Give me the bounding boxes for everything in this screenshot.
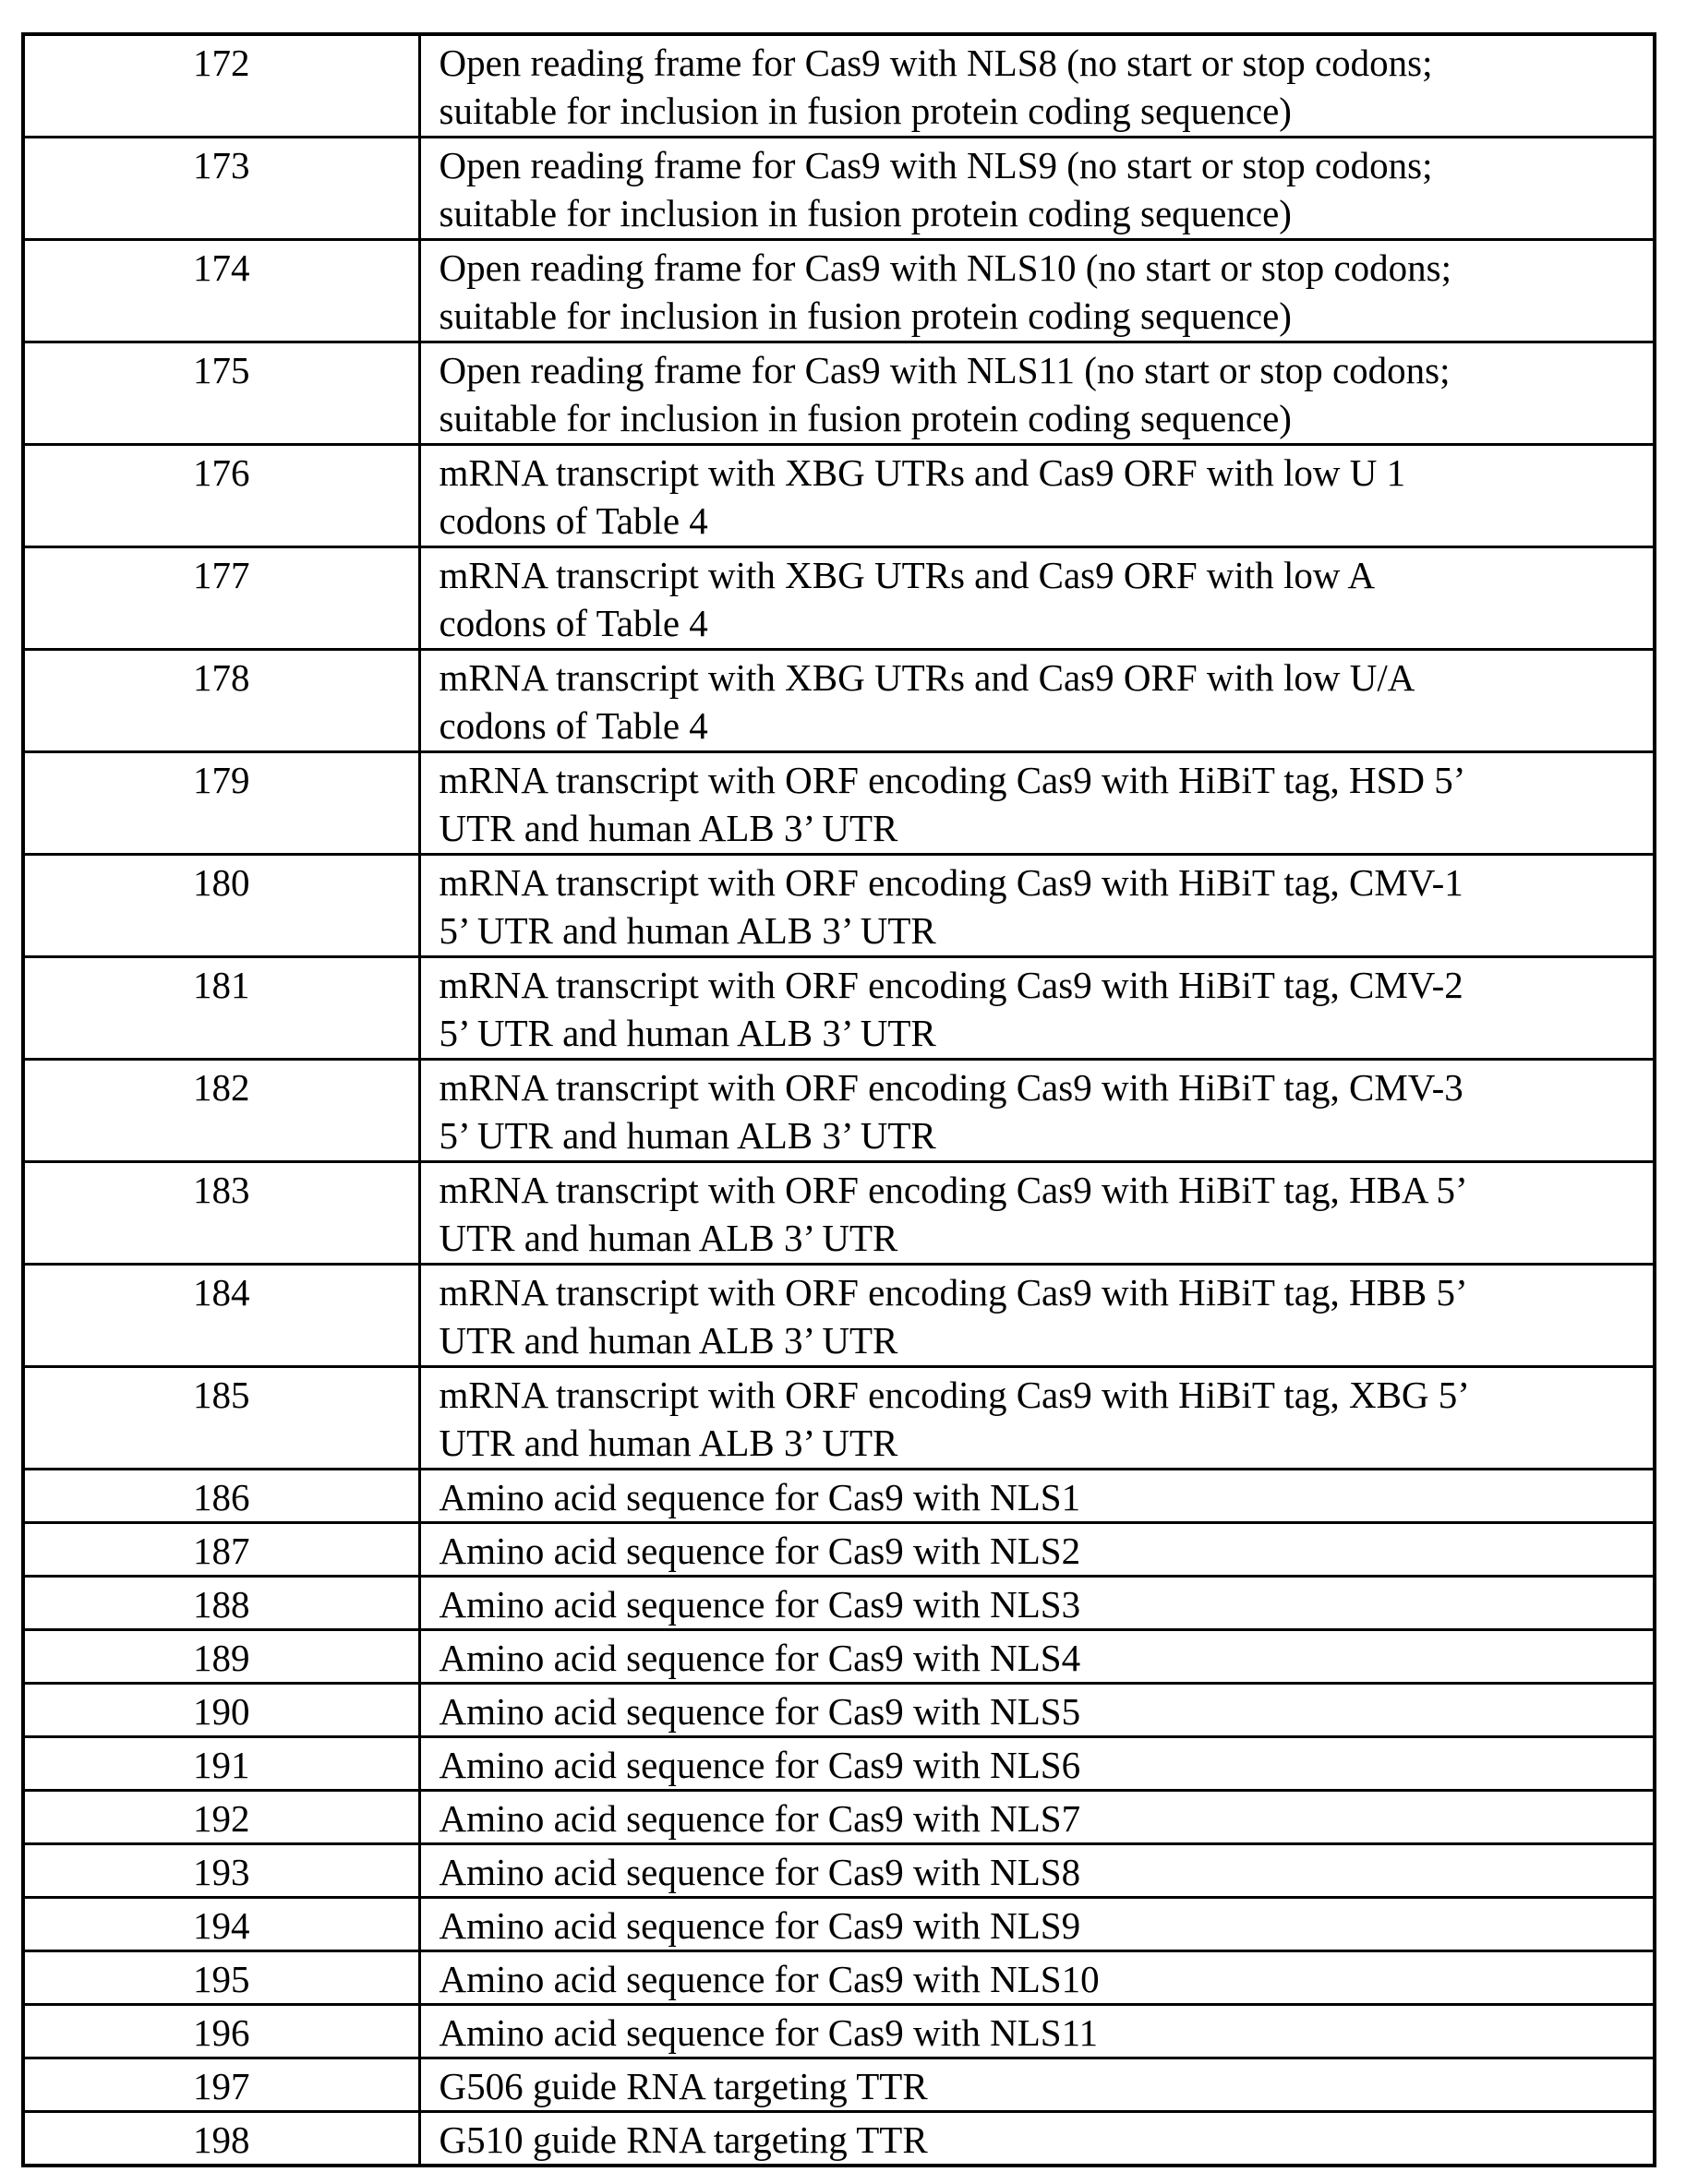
seq-id: 182 — [193, 1066, 250, 1109]
description-line-1: Amino acid sequence for Cas9 with NLS1 — [439, 1476, 1081, 1518]
description-cell — [419, 138, 1655, 240]
seq-id: 192 — [193, 1797, 250, 1840]
seq-id-cell — [23, 1844, 419, 1898]
description-line-1: Amino acid sequence for Cas9 with NLS10 — [439, 1958, 1100, 2000]
description-cell — [419, 1630, 1655, 1684]
description-line-1: Amino acid sequence for Cas9 with NLS7 — [439, 1797, 1081, 1840]
seq-id-cell — [23, 2058, 419, 2112]
description-cell — [419, 2058, 1655, 2112]
sequence-description-table — [21, 32, 1656, 2167]
description-cell — [419, 1844, 1655, 1898]
description-line-2: suitable for inclusion in fusion protein coding sequence) — [439, 294, 1292, 337]
description-cell — [419, 342, 1655, 445]
table-row — [23, 2058, 1655, 2112]
seq-id-cell — [23, 855, 419, 957]
table-row — [23, 342, 1655, 445]
description-cell — [419, 1951, 1655, 2005]
seq-id: 178 — [193, 656, 250, 699]
table-row — [23, 1162, 1655, 1265]
table-row — [23, 1630, 1655, 1684]
description-cell — [419, 1898, 1655, 1951]
description-line-1: Amino acid sequence for Cas9 with NLS3 — [439, 1583, 1081, 1626]
description-line-2: 5’ UTR and human ALB 3’ UTR — [439, 1012, 936, 1054]
table-row — [23, 752, 1655, 855]
seq-id: 194 — [193, 1904, 250, 1947]
seq-id: 185 — [193, 1374, 250, 1416]
table-row — [23, 957, 1655, 1060]
description-line-1: Amino acid sequence for Cas9 with NLS9 — [439, 1904, 1081, 1947]
seq-id: 190 — [193, 1690, 250, 1733]
description-line-1: Amino acid sequence for Cas9 with NLS4 — [439, 1637, 1081, 1679]
table-row — [23, 855, 1655, 957]
description-cell — [419, 1162, 1655, 1265]
table-row — [23, 1791, 1655, 1844]
seq-id: 173 — [193, 144, 250, 186]
seq-id-cell — [23, 2112, 419, 2166]
seq-id-cell — [23, 138, 419, 240]
seq-id: 181 — [193, 964, 250, 1006]
seq-id: 172 — [193, 42, 250, 84]
seq-id: 197 — [193, 2065, 250, 2107]
table-row — [23, 1684, 1655, 1737]
seq-id-cell — [23, 1898, 419, 1951]
seq-id: 195 — [193, 1958, 250, 2000]
seq-id: 198 — [193, 2118, 250, 2161]
description-cell — [419, 1791, 1655, 1844]
description-cell — [419, 1684, 1655, 1737]
table-row — [23, 1367, 1655, 1470]
description-line-1: mRNA transcript with XBG UTRs and Cas9 ORF with low A — [439, 554, 1376, 596]
table-row — [23, 138, 1655, 240]
seq-id-cell — [23, 1162, 419, 1265]
description-line-1: G510 guide RNA targeting TTR — [439, 2118, 928, 2161]
seq-id-cell — [23, 650, 419, 752]
seq-id: 188 — [193, 1583, 250, 1626]
description-cell — [419, 957, 1655, 1060]
description-line-1: Amino acid sequence for Cas9 with NLS6 — [439, 1744, 1081, 1786]
description-line-1: mRNA transcript with ORF encoding Cas9 with HiBiT tag, XBG 5’ — [439, 1374, 1470, 1416]
description-line-1: mRNA transcript with ORF encoding Cas9 with HiBiT tag, CMV-3 — [439, 1066, 1463, 1109]
seq-id-cell — [23, 1630, 419, 1684]
seq-id-cell — [23, 957, 419, 1060]
description-cell — [419, 240, 1655, 342]
table-row — [23, 1523, 1655, 1577]
seq-id-cell — [23, 752, 419, 855]
seq-id-cell — [23, 445, 419, 547]
seq-id: 191 — [193, 1744, 250, 1786]
seq-id: 175 — [193, 349, 250, 391]
seq-id: 174 — [193, 246, 250, 289]
description-line-1: Open reading frame for Cas9 with NLS11 (no start or stop codons; — [439, 349, 1451, 391]
seq-id: 184 — [193, 1271, 250, 1314]
description-cell — [419, 2005, 1655, 2058]
table-row — [23, 1577, 1655, 1630]
table-row — [23, 1951, 1655, 2005]
table-row — [23, 2112, 1655, 2166]
description-line-1: mRNA transcript with XBG UTRs and Cas9 ORF with low U/A — [439, 656, 1415, 699]
description-cell — [419, 1523, 1655, 1577]
description-cell — [419, 2112, 1655, 2166]
seq-id: 196 — [193, 2011, 250, 2054]
seq-id: 179 — [193, 759, 250, 801]
description-line-1: Amino acid sequence for Cas9 with NLS8 — [439, 1851, 1081, 1893]
seq-id-cell — [23, 1523, 419, 1577]
seq-id-cell — [23, 240, 419, 342]
description-line-2: UTR and human ALB 3’ UTR — [439, 1422, 898, 1464]
description-cell — [419, 445, 1655, 547]
table-row — [23, 1265, 1655, 1367]
description-cell — [419, 1060, 1655, 1162]
description-line-2: suitable for inclusion in fusion protein coding sequence) — [439, 90, 1292, 132]
description-line-1: Open reading frame for Cas9 with NLS8 (no start or stop codons; — [439, 42, 1433, 84]
seq-id: 177 — [193, 554, 250, 596]
description-line-1: G506 guide RNA targeting TTR — [439, 2065, 928, 2107]
description-line-1: mRNA transcript with XBG UTRs and Cas9 ORF with low U 1 — [439, 451, 1406, 494]
description-line-1: Amino acid sequence for Cas9 with NLS2 — [439, 1530, 1081, 1572]
seq-id: 183 — [193, 1169, 250, 1211]
seq-id: 180 — [193, 861, 250, 904]
description-cell — [419, 1265, 1655, 1367]
seq-id-cell — [23, 1060, 419, 1162]
seq-id: 189 — [193, 1637, 250, 1679]
description-cell — [419, 34, 1655, 138]
table-row — [23, 240, 1655, 342]
description-line-1: Open reading frame for Cas9 with NLS10 (no start or stop codons; — [439, 246, 1452, 289]
description-cell — [419, 855, 1655, 957]
description-line-2: 5’ UTR and human ALB 3’ UTR — [439, 1114, 936, 1157]
seq-id-cell — [23, 342, 419, 445]
seq-id: 187 — [193, 1530, 250, 1572]
seq-id-cell — [23, 1737, 419, 1791]
description-line-1: mRNA transcript with ORF encoding Cas9 with HiBiT tag, HBB 5’ — [439, 1271, 1468, 1314]
description-line-2: codons of Table 4 — [439, 602, 708, 644]
description-line-1: mRNA transcript with ORF encoding Cas9 with HiBiT tag, HBA 5’ — [439, 1169, 1468, 1211]
description-line-2: suitable for inclusion in fusion protein coding sequence) — [439, 397, 1292, 439]
description-line-2: codons of Table 4 — [439, 499, 708, 542]
table-row — [23, 1737, 1655, 1791]
description-cell — [419, 1577, 1655, 1630]
seq-id-cell — [23, 1470, 419, 1523]
table-row — [23, 1844, 1655, 1898]
table-row — [23, 1060, 1655, 1162]
description-line-1: mRNA transcript with ORF encoding Cas9 with HiBiT tag, HSD 5’ — [439, 759, 1466, 801]
description-line-2: UTR and human ALB 3’ UTR — [439, 807, 898, 849]
table-row — [23, 34, 1655, 138]
seq-id-cell — [23, 1367, 419, 1470]
table-row — [23, 445, 1655, 547]
table-body — [23, 34, 1655, 2166]
seq-id: 186 — [193, 1476, 250, 1518]
seq-id-cell — [23, 34, 419, 138]
description-cell — [419, 752, 1655, 855]
seq-id-cell — [23, 2005, 419, 2058]
description-line-2: UTR and human ALB 3’ UTR — [439, 1319, 898, 1362]
description-cell — [419, 1470, 1655, 1523]
seq-id-cell — [23, 1951, 419, 2005]
table-row — [23, 1470, 1655, 1523]
table-row — [23, 547, 1655, 650]
description-cell — [419, 650, 1655, 752]
description-line-1: Amino acid sequence for Cas9 with NLS11 — [439, 2011, 1099, 2054]
table-row — [23, 2005, 1655, 2058]
description-line-2: codons of Table 4 — [439, 704, 708, 747]
seq-id-cell — [23, 1684, 419, 1737]
seq-id-cell — [23, 1265, 419, 1367]
seq-id: 193 — [193, 1851, 250, 1893]
description-line-1: Open reading frame for Cas9 with NLS9 (no start or stop codons; — [439, 144, 1433, 186]
seq-id-cell — [23, 547, 419, 650]
description-line-1: Amino acid sequence for Cas9 with NLS5 — [439, 1690, 1081, 1733]
seq-id-cell — [23, 1577, 419, 1630]
table-row — [23, 1898, 1655, 1951]
description-cell — [419, 1737, 1655, 1791]
description-line-2: suitable for inclusion in fusion protein coding sequence) — [439, 192, 1292, 234]
seq-id-cell — [23, 1791, 419, 1844]
description-cell — [419, 1367, 1655, 1470]
seq-id: 176 — [193, 451, 250, 494]
description-line-1: mRNA transcript with ORF encoding Cas9 with HiBiT tag, CMV-2 — [439, 964, 1463, 1006]
description-line-2: UTR and human ALB 3’ UTR — [439, 1217, 898, 1259]
description-line-1: mRNA transcript with ORF encoding Cas9 with HiBiT tag, CMV-1 — [439, 861, 1463, 904]
description-cell — [419, 547, 1655, 650]
description-line-2: 5’ UTR and human ALB 3’ UTR — [439, 909, 936, 952]
table-row — [23, 650, 1655, 752]
